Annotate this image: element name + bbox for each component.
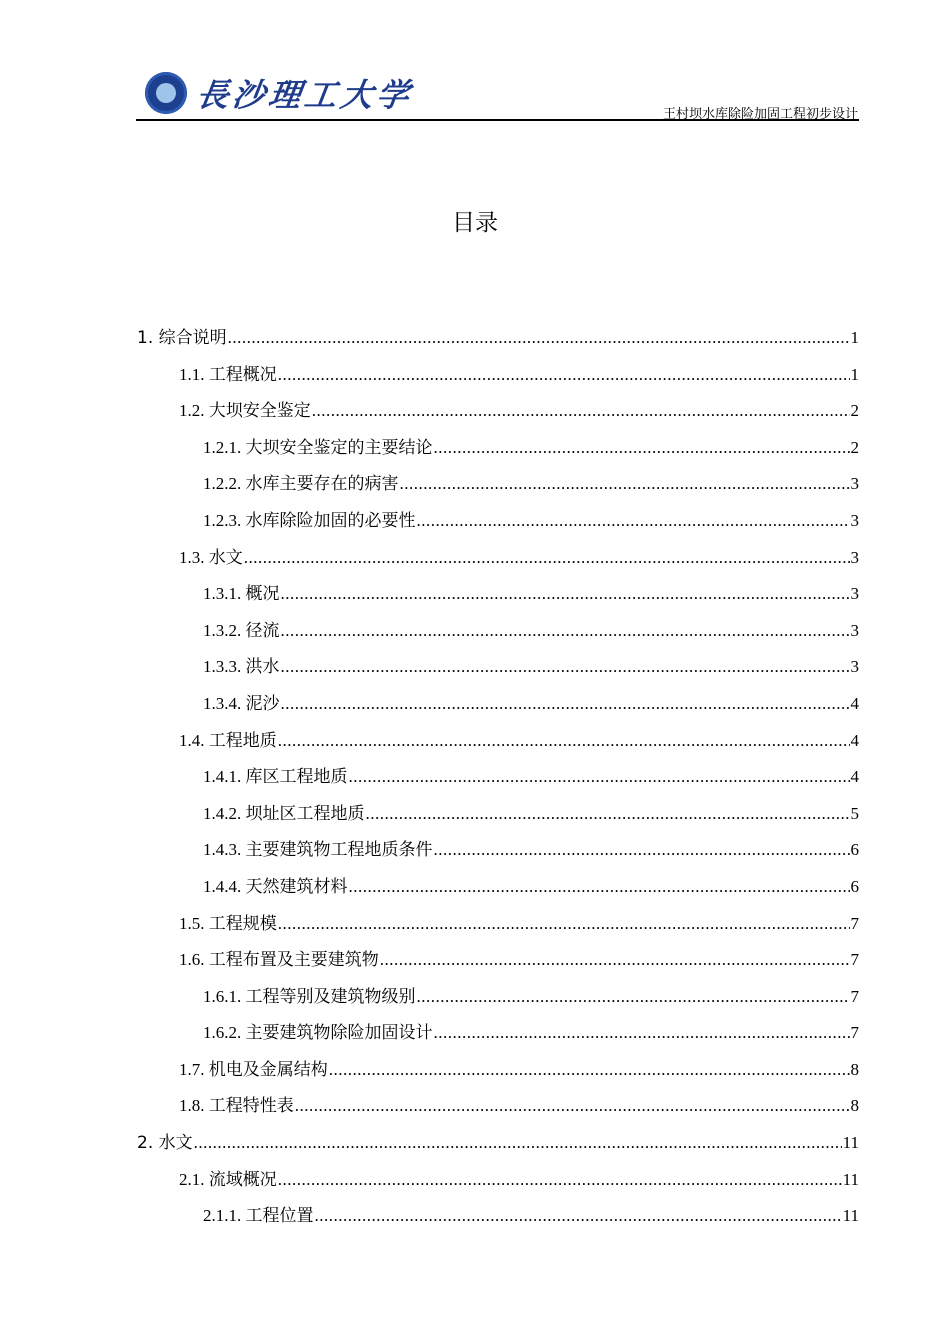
toc-entry-label: 1.3.1. 概况 (203, 584, 280, 604)
toc-leader-dots (434, 840, 850, 860)
toc-leader-dots (366, 804, 850, 824)
toc-leader-dots (281, 621, 850, 641)
toc-entry[interactable] (137, 506, 859, 543)
toc-entry[interactable] (137, 469, 859, 506)
toc-entry-page: 3 (850, 620, 859, 640)
toc-leader-dots (244, 548, 850, 568)
toc-entry[interactable] (137, 323, 859, 360)
toc-entry-label: 1.3.4. 泥沙 (203, 693, 280, 713)
toc-entry[interactable] (137, 433, 859, 470)
toc-entry-label: 2.1. 流域概况 (179, 1169, 277, 1189)
toc-entry-page: 3 (850, 657, 859, 677)
toc-leader-dots (349, 877, 850, 897)
toc-leader-dots (434, 438, 850, 458)
toc-entry-page: 7 (850, 950, 859, 970)
toc-entry-label: 1.4. 工程地质 (179, 730, 277, 750)
toc-entry[interactable] (137, 1091, 859, 1128)
toc-leader-dots (281, 694, 850, 714)
toc-entry[interactable] (137, 689, 859, 726)
table-of-contents (137, 323, 859, 1238)
page-title: 目录 (452, 210, 498, 236)
toc-leader-dots (278, 1170, 842, 1190)
toc-entry-page: 3 (850, 474, 859, 494)
toc-leader-dots (315, 1206, 842, 1226)
toc-entry-label: 2.1.1. 工程位置 (203, 1206, 314, 1226)
toc-entry-page: 5 (850, 803, 859, 823)
toc-entry-page: 4 (850, 767, 859, 787)
toc-leader-dots (194, 1133, 842, 1153)
document-header-title: 王村坝水库除险加固工程初步设计 (662, 107, 858, 122)
toc-leader-dots (312, 401, 850, 421)
toc-leader-dots (417, 511, 850, 531)
toc-entry[interactable] (137, 360, 859, 397)
toc-leader-dots (434, 1023, 850, 1043)
toc-entry-page: 1 (850, 328, 859, 347)
toc-entry-page: 2 (850, 401, 859, 421)
toc-entry-page: 6 (850, 840, 859, 860)
toc-entry[interactable] (137, 799, 859, 836)
toc-leader-dots (228, 328, 850, 348)
toc-entry-page: 7 (850, 986, 859, 1006)
toc-entry-label: 1.1. 工程概况 (179, 364, 277, 384)
toc-entry-label: 1. 综合说明 (137, 328, 227, 348)
toc-entry[interactable] (137, 1128, 859, 1165)
toc-leader-dots (380, 950, 850, 970)
university-logo (145, 70, 416, 116)
toc-entry-label: 1.2.2. 水库主要存在的病害 (203, 474, 399, 494)
toc-leader-dots (329, 1060, 850, 1080)
toc-entry-label: 1.2.3. 水库除险加固的必要性 (203, 510, 416, 530)
toc-entry[interactable] (137, 909, 859, 946)
toc-entry[interactable] (137, 762, 859, 799)
toc-entry-page: 2 (850, 437, 859, 457)
university-seal-icon (145, 72, 187, 114)
toc-entry[interactable] (137, 543, 859, 580)
toc-entry-page: 8 (850, 1059, 859, 1079)
toc-entry[interactable] (137, 726, 859, 763)
toc-entry[interactable] (137, 1018, 859, 1055)
toc-leader-dots (417, 987, 850, 1007)
toc-entry[interactable] (137, 652, 859, 689)
toc-leader-dots (295, 1096, 850, 1116)
toc-entry[interactable] (137, 945, 859, 982)
toc-entry[interactable] (137, 1055, 859, 1092)
toc-entry-page: 3 (850, 584, 859, 604)
toc-entry-label: 1.5. 工程规模 (179, 913, 277, 933)
toc-entry-page: 8 (850, 1096, 859, 1116)
toc-entry-page: 6 (850, 876, 859, 896)
toc-entry[interactable] (137, 396, 859, 433)
toc-entry-label: 1.6.1. 工程等别及建筑物级别 (203, 986, 416, 1006)
toc-entry-page: 3 (850, 547, 859, 567)
toc-entry-label: 1.6. 工程布置及主要建筑物 (179, 950, 379, 970)
header-divider (136, 119, 859, 121)
toc-entry-page: 11 (842, 1169, 859, 1189)
toc-entry-page: 4 (850, 693, 859, 713)
toc-entry-label: 1.7. 机电及金属结构 (179, 1059, 328, 1079)
toc-entry-label: 1.2.1. 大坝安全鉴定的主要结论 (203, 437, 433, 457)
toc-entry-label: 1.4.1. 库区工程地质 (203, 767, 348, 787)
toc-entry-page: 11 (842, 1133, 859, 1153)
toc-leader-dots (400, 474, 850, 494)
toc-entry-page: 1 (850, 364, 859, 384)
toc-entry-label: 1.3.3. 洪水 (203, 657, 280, 677)
toc-entry-label: 1.4.4. 天然建筑材料 (203, 876, 348, 896)
toc-entry-label: 1.4.2. 坝址区工程地质 (203, 803, 365, 823)
toc-leader-dots (278, 731, 850, 751)
toc-entry[interactable] (137, 872, 859, 909)
toc-entry[interactable] (137, 579, 859, 616)
toc-leader-dots (281, 584, 850, 604)
toc-leader-dots (278, 914, 850, 934)
toc-entry[interactable] (137, 1201, 859, 1238)
toc-leader-dots (349, 767, 850, 787)
toc-entry-page: 11 (842, 1206, 859, 1226)
toc-entry-label: 1.3.2. 径流 (203, 620, 280, 640)
toc-leader-dots (278, 365, 850, 385)
toc-entry-label: 1.3. 水文 (179, 547, 243, 567)
toc-entry-label: 1.2. 大坝安全鉴定 (179, 401, 311, 421)
toc-entry-page: 7 (850, 1023, 859, 1043)
toc-leader-dots (281, 657, 850, 677)
toc-entry-label: 1.8. 工程特性表 (179, 1096, 294, 1116)
toc-entry-label: 2. 水文 (137, 1133, 193, 1154)
toc-entry-label: 1.4.3. 主要建筑物工程地质条件 (203, 840, 433, 860)
university-name-logo: 長沙理工大学 (194, 76, 416, 114)
toc-entry[interactable] (137, 616, 859, 653)
toc-entry-label: 1.6.2. 主要建筑物除险加固设计 (203, 1023, 433, 1043)
toc-entry-page: 4 (850, 730, 859, 750)
toc-entry[interactable] (137, 835, 859, 872)
toc-entry-page: 3 (850, 510, 859, 530)
toc-entry-page: 7 (850, 913, 859, 933)
toc-entry[interactable] (137, 982, 859, 1019)
toc-entry[interactable] (137, 1165, 859, 1202)
